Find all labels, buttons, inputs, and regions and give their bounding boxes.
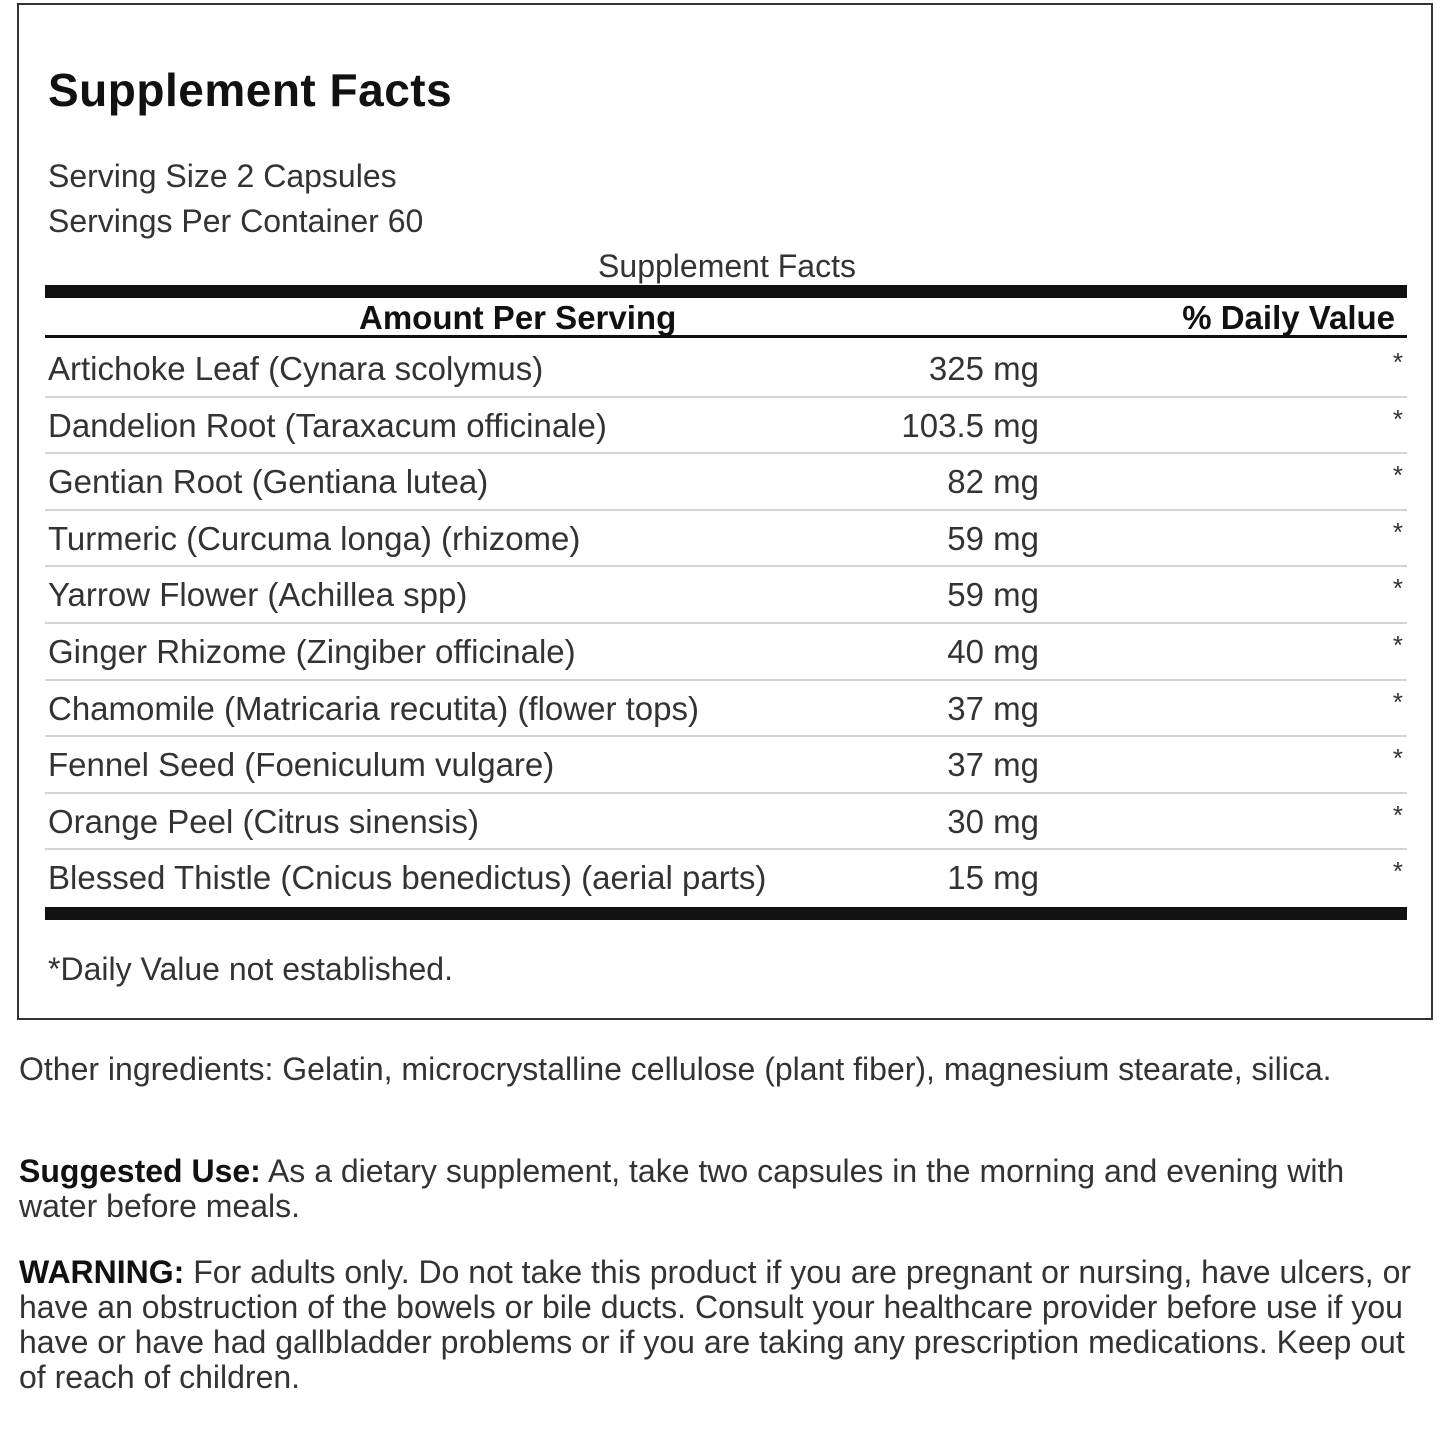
table-row [45, 737, 1407, 794]
header-amount-per-serving: Amount Per Serving [359, 299, 677, 336]
serving-size: Serving Size 2 Capsules [48, 158, 397, 194]
ingredient-daily-value: * [1392, 686, 1403, 717]
ingredient-name: Artichoke Leaf (Cynara scolymus) [48, 350, 544, 387]
ingredient-amount: 59 mg [947, 519, 1039, 557]
ingredient-daily-value: * [1392, 799, 1403, 830]
bottom-divider-bar [45, 907, 1407, 920]
ingredient-name: Fennel Seed (Foeniculum vulgare) [48, 746, 555, 784]
suggested-use-text: As a dietary supplement, take two capsules in the morning and evening with water before meals. [19, 1153, 1345, 1224]
ingredient-name: Dandelion Root (Taraxacum officinale) [48, 406, 607, 444]
ingredient-daily-value: * [1392, 629, 1403, 660]
table-row [45, 454, 1407, 511]
ingredient-amount: 103.5 mg [901, 406, 1039, 444]
ingredient-daily-value: * [1392, 516, 1403, 547]
ingredient-name: Ginger Rhizome (Zingiber officinale) [48, 632, 576, 670]
suggested-use-label: Suggested Use: [19, 1153, 261, 1189]
ingredient-amount: 15 mg [947, 859, 1039, 897]
daily-value-footnote: *Daily Value not established. [48, 951, 453, 987]
table-row [45, 567, 1407, 624]
table-row [45, 850, 1407, 907]
supplement-facts-panel [17, 3, 1433, 1020]
panel-title: Supplement Facts [48, 64, 453, 116]
warning [19, 1255, 1431, 1395]
ingredient-daily-value: * [1392, 856, 1403, 887]
ingredient-amount: 325 mg [928, 350, 1039, 387]
ingredient-name: Orange Peel (Citrus sinensis) [48, 802, 479, 840]
ingredient-daily-value: * [1392, 460, 1403, 491]
suggested-use [19, 1154, 1431, 1224]
ingredient-name: Chamomile (Matricaria recutita) (flower tops) [48, 689, 699, 727]
top-divider-bar [45, 285, 1407, 298]
ingredient-amount: 30 mg [947, 802, 1039, 840]
ingredient-name: Blessed Thistle (Cnicus benedictus) (aerial parts) [48, 859, 767, 897]
table-row [45, 794, 1407, 851]
other-ingredients: Other ingredients: Gelatin, microcrystalline cellulose (plant fiber), magnesium stearate, silica. [19, 1051, 1332, 1087]
ingredient-daily-value: * [1392, 403, 1403, 434]
ingredient-amount: 59 mg [947, 576, 1039, 614]
header-daily-value: % Daily Value [1182, 299, 1395, 336]
table-row [45, 398, 1407, 455]
ingredient-name: Gentian Root (Gentiana lutea) [48, 463, 489, 501]
warning-text: For adults only. Do not take this product if you are pregnant or nursing, have ulcers, or have an obstruction of the bowels or bile ducts. Consult your healthcare provider before use if you have or have had gallbladder problems or if you are taking any prescription medications. Keep out of reach of children. [19, 1254, 1412, 1395]
table-caption: Supplement Facts [598, 248, 856, 284]
table-row [45, 681, 1407, 738]
warning-label: WARNING: [19, 1254, 185, 1290]
ingredient-amount: 82 mg [947, 463, 1039, 501]
servings-per-container: Servings Per Container 60 [48, 203, 424, 239]
table-row [45, 341, 1407, 398]
ingredient-name: Yarrow Flower (Achillea spp) [48, 576, 468, 614]
table-row [45, 624, 1407, 681]
ingredient-daily-value: * [1392, 347, 1403, 377]
ingredient-daily-value: * [1392, 573, 1403, 604]
ingredient-amount: 37 mg [947, 689, 1039, 727]
ingredient-amount: 37 mg [947, 746, 1039, 784]
table-row [45, 511, 1407, 568]
table-header-row [45, 298, 1407, 338]
ingredient-name: Turmeric (Curcuma longa) (rhizome) [48, 519, 581, 557]
ingredient-table [45, 341, 1407, 907]
ingredient-amount: 40 mg [947, 632, 1039, 670]
ingredient-daily-value: * [1392, 743, 1403, 774]
